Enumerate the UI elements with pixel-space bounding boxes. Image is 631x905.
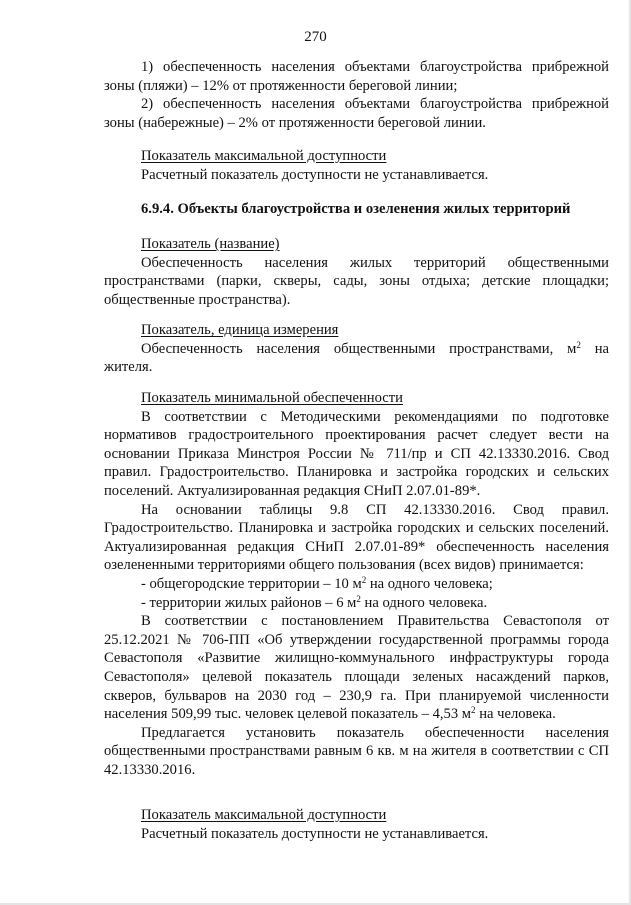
unit-text: Обеспеченность населения общественными пространствами, $м^2$ на жителя. (104, 339, 609, 376)
max-access-section-1 (104, 147, 609, 184)
max-access-text-2: Расчетный показатель доступности не устанавливается. (141, 825, 489, 842)
intro-list (104, 58, 609, 132)
max-access-text-1: Расчетный показатель доступности не устанавливается. (141, 166, 489, 183)
page-number: 270 (304, 29, 327, 45)
min-heading: Показатель минимальной обеспеченности (141, 390, 403, 406)
unit-heading: Показатель, единица измерения (141, 322, 339, 338)
section-heading-block (104, 200, 609, 219)
max-access-heading-1: Показатель максимальной доступности (141, 148, 387, 164)
min-list-item-1: - общегородские территории – 10 $м^2$ на одного человека; (141, 574, 493, 592)
min-paragraph-4: Предлагается установить показатель обеспеченности населения общественными пространствами равным 6 кв. м на жителя в соответствии с СП 42.13330.2016. (104, 724, 609, 778)
name-heading: Показатель (название) (141, 236, 280, 252)
min-provision-section (104, 389, 609, 779)
max-access-section-2 (104, 806, 609, 843)
min-paragraph-2: На основании таблицы 9.8 СП 42.13330.2016. Свод правил. Градостроительство. Планировка и застройка городских и сельских поселений. Актуализированная редакция СНиП 2.07.01-89* обеспеченность населения озелененными территориями общего пользования (всех видов) принимается: (104, 501, 609, 574)
indicator-name-section (104, 235, 609, 309)
name-text: Обеспеченность населения жилых территорий общественными пространствами (парки, скверы, сады, зоны отдыха; детские площадки; общественные пространства). (104, 254, 609, 308)
min-paragraph-1: В соответствии с Методическими рекомендациями по подготовке нормативов градостроительного проектирования расчет следует вести на основании Приказа Минстроя России № 711/пр и СП 42.13330.2016. Свод правил. Градостроительство. Планировка и застройка городских и сельских поселений. Актуализированная редакция СНиП 2.07.01-89*. (104, 408, 609, 499)
indicator-unit-section (104, 321, 609, 377)
max-access-heading-2: Показатель максимальной доступности (141, 807, 387, 823)
min-paragraph-3: В соответствии с постановлением Правительства Севастополя от 25.12.2021 № 706-ПП «Об утверждении государственной программы города Севастополя «Развитие жилищно-коммунального инфраструктуры города Севастополя» целевой показатель площади зеленых насаждений парков, скверов, бульваров на 2030 год – 230,9 га. При планируемой численности населения 509,99 тыс. человек целевой показатель – 4,53 $м^2$ на человека. (104, 613, 609, 723)
min-list-item-2: - территории жилых районов – 6 $м^2$ на одного человека. (141, 593, 488, 611)
intro-item-2: 2) обеспеченность населения объектами благоустройства прибрежной зоны (набережные) – 2% от протяженности береговой линии. (104, 96, 609, 131)
section-heading: 6.9.4. Объекты благоустройства и озеленения жилых территорий (141, 201, 571, 217)
intro-item-1: 1) обеспеченность населения объектами благоустройства прибрежной зоны (пляжи) – 12% от протяженности береговой линии; (104, 59, 609, 94)
